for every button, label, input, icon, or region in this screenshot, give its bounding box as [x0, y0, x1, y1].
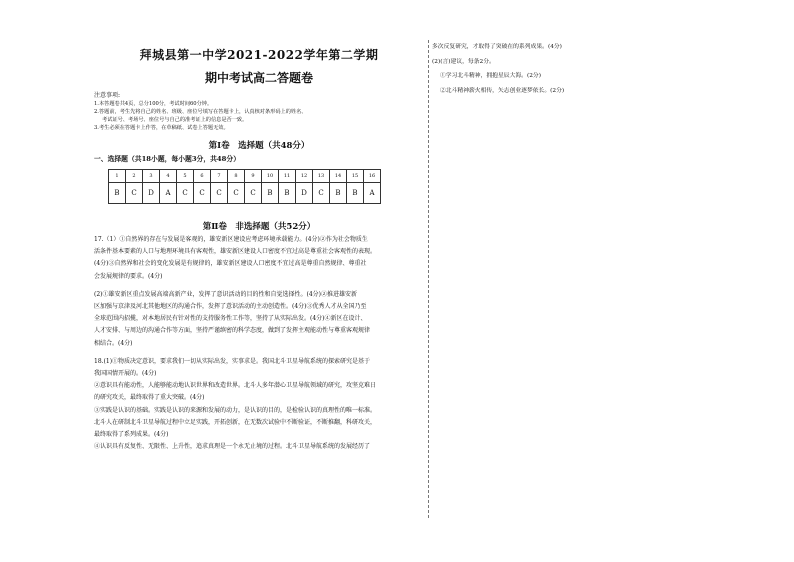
answer-letter: B: [109, 183, 126, 204]
notice-item: 考试证号、考场号、座位号与自己的准考证上的信息是否一致。: [102, 117, 248, 123]
answer-line: 18.(1)①物质决定意识，要求我们一切从实际出发，实事求是。我国北斗卫星导航系统的探索研究是基于: [94, 357, 371, 365]
question-17-answer: [94, 234, 424, 350]
answer-letter: C: [228, 183, 245, 204]
section1-subtitle: 一、选择题（共18小题，每小题3分，共48分）: [94, 155, 240, 163]
question-number: 7: [211, 170, 228, 183]
answer-line: 会发展规律的要求。(4分): [94, 272, 163, 280]
question-number: 16: [364, 170, 381, 183]
question-number: 15: [347, 170, 364, 183]
answer-line: (2)①雄安新区重点发展高端高新产业，发挥了意识活动的目的性和自觉选择性。(4分)②推进雄安新: [94, 290, 357, 298]
question-number: 13: [313, 170, 330, 183]
answer-letter: C: [313, 183, 330, 204]
notice-item: 2.答题前，考生先将自己的姓名、班级、座位号填写在答题卡上，认真核对条形码上的姓名、: [94, 109, 307, 115]
answer-line: ②北斗精神薪火相传，矢志创业逐梦依长。(2分): [440, 87, 565, 94]
answer-letter: C: [245, 183, 262, 204]
answer-line: 北斗人在研制北斗卫星导航过程中立足实践，开拓创新，在无数次试验中不断验证，不断推翻，科研攻关，: [94, 418, 377, 426]
question-number: 1: [109, 170, 126, 183]
answer-line: 最终取得了系列成果。(4分): [94, 431, 169, 439]
answer-letter: B: [279, 183, 296, 204]
question-number: 4: [160, 170, 177, 183]
answer-letter-row: [109, 183, 381, 204]
page-title: 拜城县第一中学2021-2022学年第二学期: [139, 48, 379, 62]
question-number: 10: [262, 170, 279, 183]
question-number: 2: [126, 170, 143, 183]
answer-line: 多次反复研究，才取得了突破在的系列成果。(4分): [432, 44, 562, 50]
answer-letter: C: [194, 183, 211, 204]
notice-item: 1.本答题卷共4页，总分100分，考试时间60分钟。: [94, 101, 213, 107]
answer-line: 人才安排、与周边的沟通合作等方面，坚持严谨缜密的科学态度，做到了发挥主观能动性与尊重客观规律: [94, 327, 371, 335]
question-number: 12: [296, 170, 313, 183]
question-number: 11: [279, 170, 296, 183]
question-number: 8: [228, 170, 245, 183]
answer-letter: C: [211, 183, 228, 204]
answer-letter: C: [126, 183, 143, 204]
answer-line: 的研究攻关，最终取得了重大突破。(4分): [94, 394, 205, 402]
answer-letter: C: [177, 183, 194, 204]
answer-line: 区加强与京津及河北其他地区的沟通合作，发挥了意识活动的主动创造性。(4分)③优秀人才从全国乃至: [94, 303, 367, 311]
answer-letter: B: [330, 183, 347, 204]
answer-line: ①学习北斗精神，拥抱星辰大海。(2分): [440, 73, 541, 79]
answer-letter: B: [347, 183, 364, 204]
answer-line: (2)(言)建议，每条2分。: [432, 58, 495, 65]
answer-letter: D: [143, 183, 160, 204]
answer-line: ③实践是认识的基础。实践是认识的来源和发展的动力，是认识的目的，是检验认识的真理性的唯一标准。: [94, 406, 377, 414]
answer-letter: B: [262, 183, 279, 204]
answer-line: (4分)③自然界和社会的变化发展是有规律的，雄安新区建设人口密度不宜过高是尊重自然规律、尊重社: [94, 260, 367, 268]
question-number: 6: [194, 170, 211, 183]
left-column: [94, 40, 424, 453]
answer-letter: D: [296, 183, 313, 204]
notice-list: [94, 100, 424, 132]
section1-title: 第Ⅰ卷 选择题（共48分）: [208, 141, 310, 151]
answer-line: 活条件基本要素的人口与地理环境具有客观性，雄安新区建设人口密度不宜过高是尊重社会客观性的表现。: [94, 248, 377, 256]
answer-line: 17.（1）①自然界的存在与发展是客观的，雄安新区建设应考虑环境承载能力。(4分)②作为社会物质生: [94, 236, 368, 243]
page-subtitle: 期中考试高二答题卷: [204, 71, 313, 85]
question-18-answer: [94, 356, 424, 454]
question-number: 14: [330, 170, 347, 183]
section2-title: 第Ⅱ卷 非选择题（共52分）: [202, 222, 316, 232]
column-divider: [428, 40, 429, 518]
right-column: [432, 40, 602, 98]
answer-letter: A: [364, 183, 381, 204]
answer-table: [108, 169, 381, 204]
answer-line: ④认识具有反复性、无限性、上升性，追求真理是一个永无止境的过程。北斗卫星导航系统的发展经历了: [94, 443, 371, 451]
notice-heading: 注意事项:: [94, 92, 121, 99]
question-number: 3: [143, 170, 160, 183]
question-number: 5: [177, 170, 194, 183]
answer-letter: A: [160, 183, 177, 204]
answer-line: ②意识具有能动性，人能够能动地认识世界和改造世界。北斗人多年潜心卫星导航领域的研究，攻坚克难日: [94, 382, 377, 390]
notice-item: 3.考生必须在答题卡上作答，在草稿纸、试卷上答题无效。: [94, 125, 229, 131]
answer-line: 全球范围内招揽，对本地居民有针对性的支持服务性工作等，坚持了从实际出发。(4分)④新区在设计、: [94, 315, 367, 323]
question-number-row: [109, 170, 381, 183]
answer-line: 我国国情开展的。(4分): [94, 370, 157, 378]
question-number: 9: [245, 170, 262, 183]
answer-line: 相结合。(4分): [94, 339, 133, 347]
